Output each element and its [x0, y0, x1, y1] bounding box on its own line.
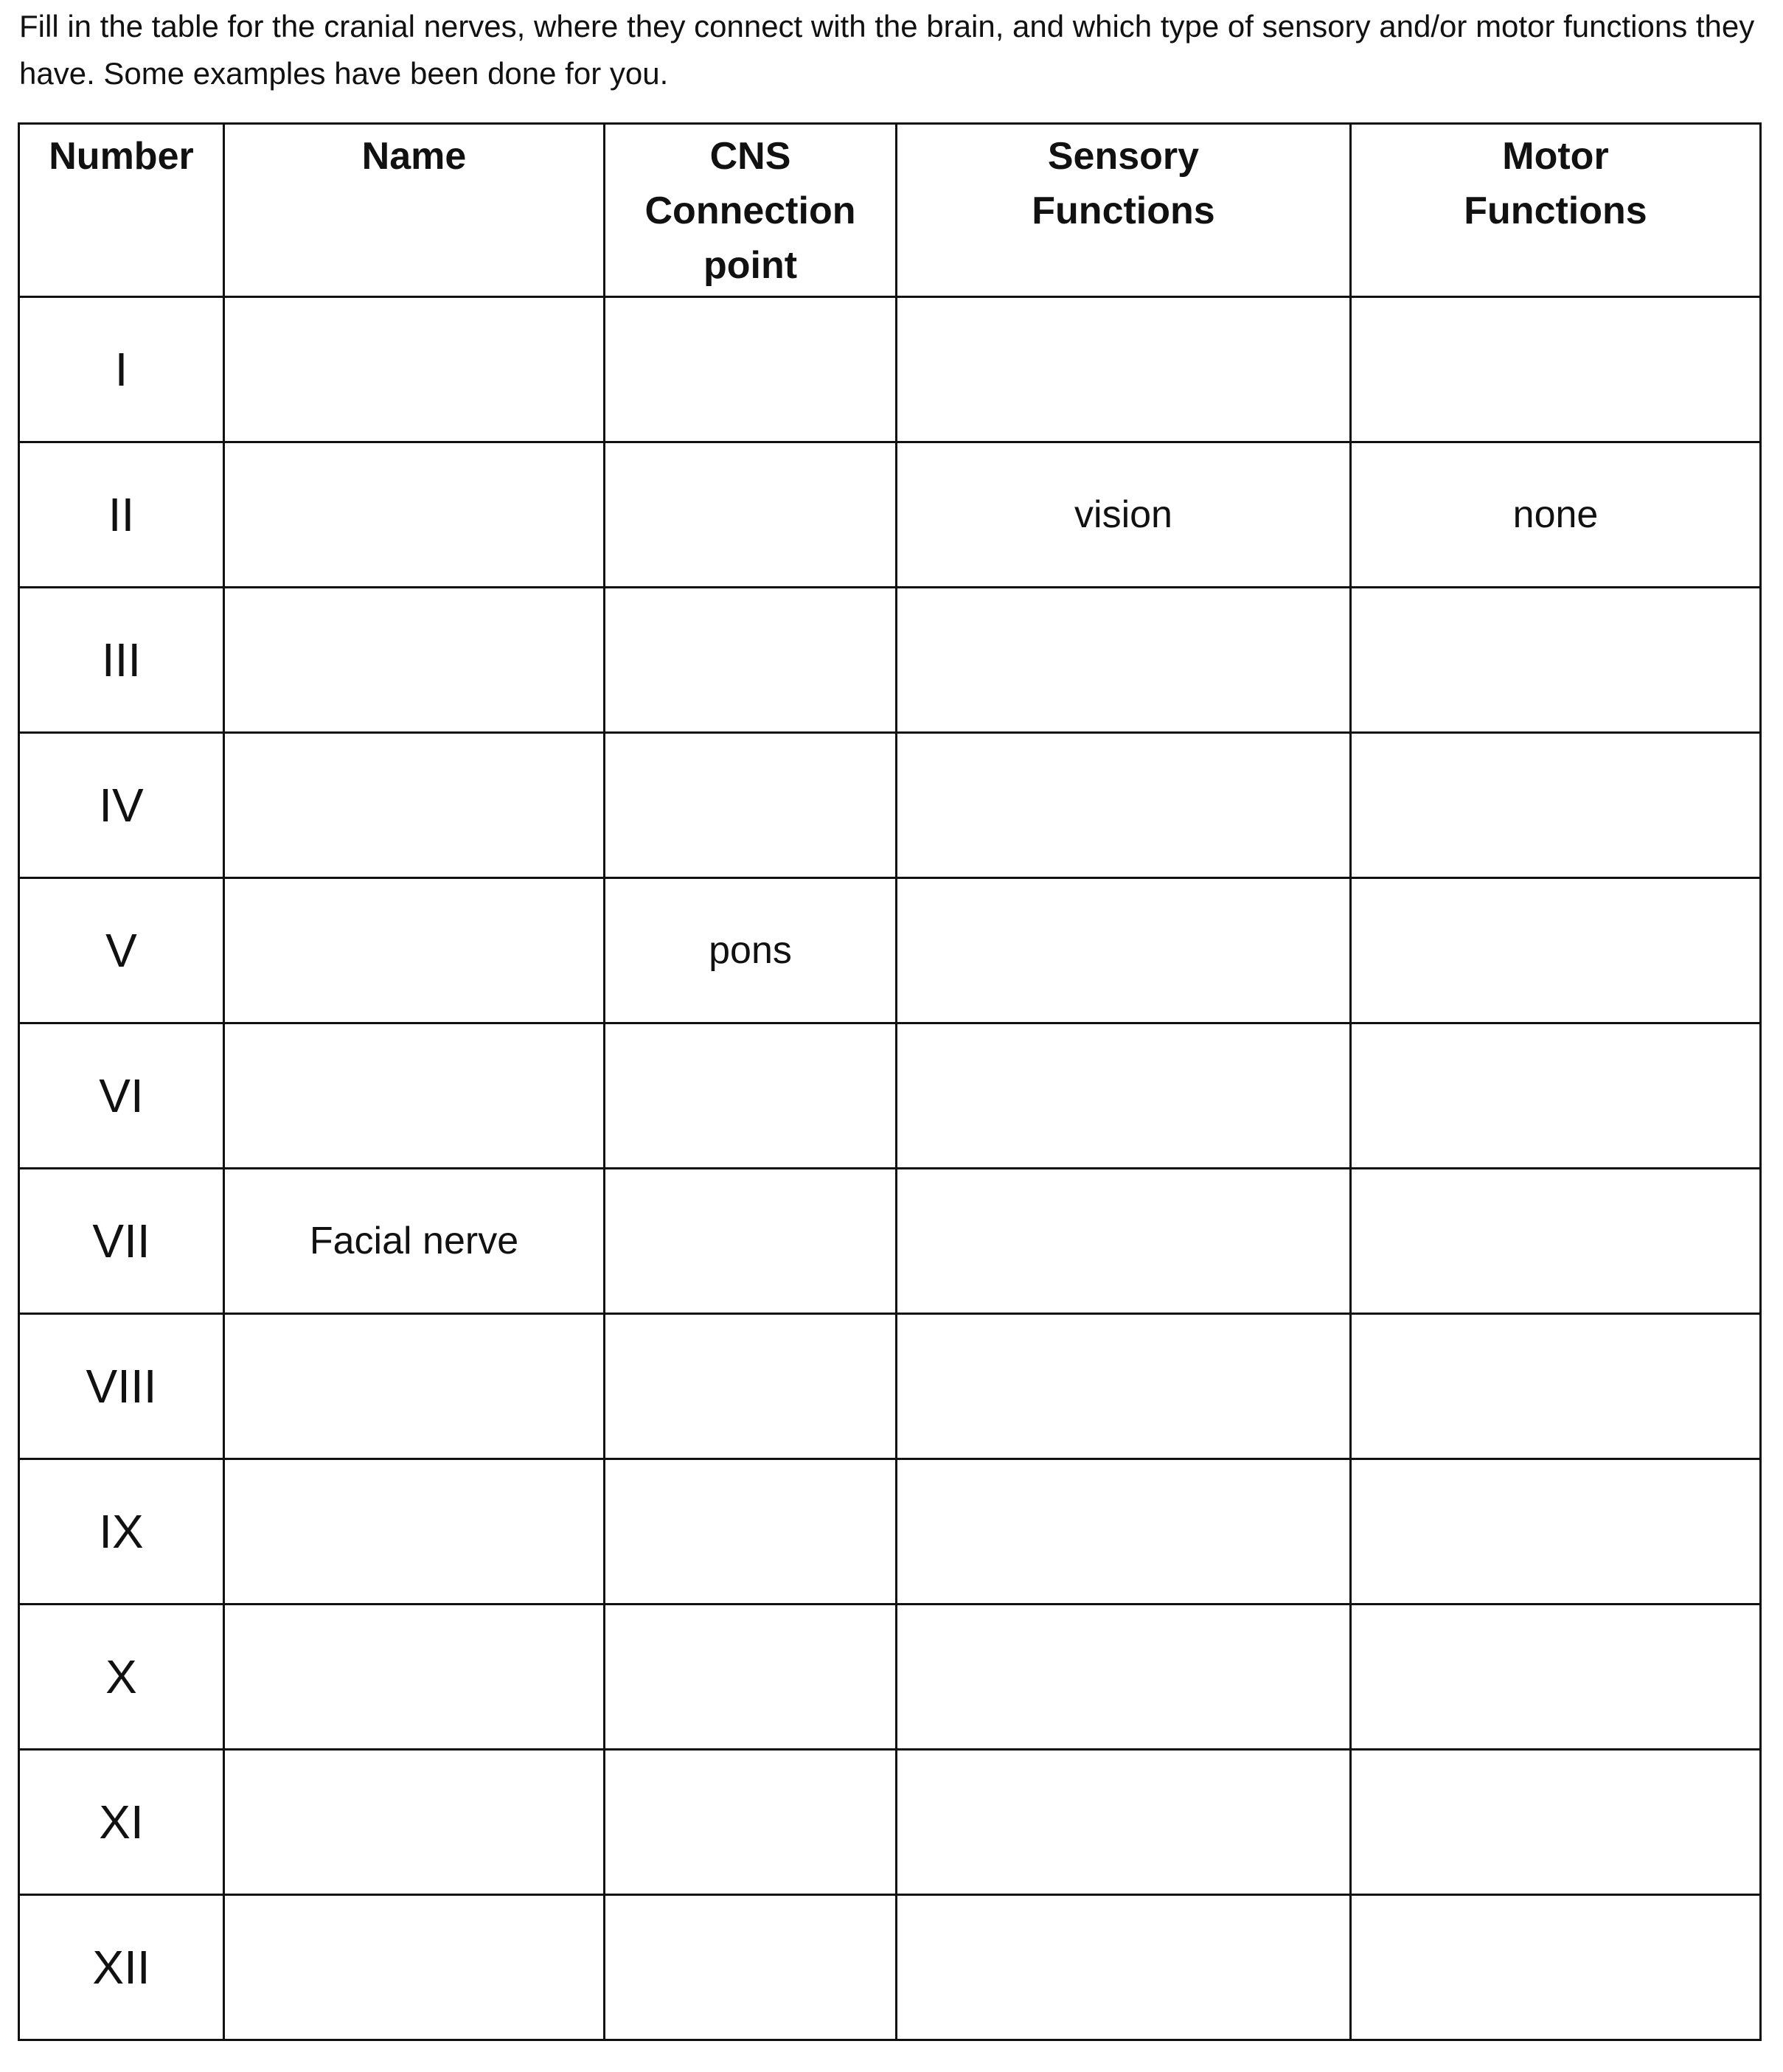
cell-number: VI: [19, 1023, 224, 1169]
header-sensory-functions: Sensory Functions: [897, 124, 1351, 297]
cell-number: XI: [19, 1750, 224, 1895]
cell-motor-functions: [1351, 1750, 1761, 1895]
cell-name: [224, 733, 605, 878]
cell-number: X: [19, 1605, 224, 1750]
cell-number: XII: [19, 1895, 224, 2040]
cell-number: V: [19, 878, 224, 1023]
table-row: [19, 588, 1761, 733]
cell-sensory-functions: [897, 1459, 1351, 1605]
cell-sensory-functions: [897, 878, 1351, 1023]
cell-cns-connection: [605, 1459, 897, 1605]
cell-cns-connection: [605, 588, 897, 733]
cell-motor-functions: [1351, 1314, 1761, 1459]
cell-motor-functions: [1351, 1023, 1761, 1169]
cell-number: VII: [19, 1169, 224, 1314]
cell-name: [224, 1605, 605, 1750]
header-name: Name: [224, 124, 605, 297]
cell-motor-functions: [1351, 1169, 1761, 1314]
header-row: [19, 124, 1761, 297]
cell-motor-functions: [1351, 1895, 1761, 2040]
cell-name: [224, 1314, 605, 1459]
cell-number: VIII: [19, 1314, 224, 1459]
cell-motor-functions: [1351, 1605, 1761, 1750]
cell-number: I: [19, 297, 224, 442]
cell-motor-functions: [1351, 878, 1761, 1023]
cell-sensory-functions: [897, 297, 1351, 442]
table-row: [19, 1314, 1761, 1459]
cell-sensory-functions: [897, 1169, 1351, 1314]
cell-name: [224, 1023, 605, 1169]
cell-sensory-functions: vision: [897, 442, 1351, 588]
table-row: [19, 297, 1761, 442]
cell-motor-functions: none: [1351, 442, 1761, 588]
cell-number: III: [19, 588, 224, 733]
cell-cns-connection: [605, 442, 897, 588]
cell-name: Facial nerve: [224, 1169, 605, 1314]
cell-number: IX: [19, 1459, 224, 1605]
table-row: [19, 442, 1761, 588]
table-row: [19, 1895, 1761, 2040]
table-row: [19, 1169, 1761, 1314]
cell-name: [224, 1750, 605, 1895]
cell-cns-connection: [605, 1895, 897, 2040]
cell-name: [224, 878, 605, 1023]
table-row: [19, 878, 1761, 1023]
cell-sensory-functions: [897, 1605, 1351, 1750]
cranial-nerves-table: [18, 122, 1762, 2041]
cell-cns-connection: [605, 1605, 897, 1750]
table-row: [19, 1459, 1761, 1605]
header-number: Number: [19, 124, 224, 297]
cell-name: [224, 442, 605, 588]
cell-name: [224, 588, 605, 733]
cell-motor-functions: [1351, 297, 1761, 442]
cell-cns-connection: [605, 733, 897, 878]
header-motor-functions: Motor Functions: [1351, 124, 1761, 297]
table-row: [19, 1023, 1761, 1169]
cell-motor-functions: [1351, 588, 1761, 733]
cell-name: [224, 297, 605, 442]
cell-motor-functions: [1351, 1459, 1761, 1605]
cell-sensory-functions: [897, 1314, 1351, 1459]
cell-sensory-functions: [897, 733, 1351, 878]
cell-cns-connection: [605, 297, 897, 442]
cell-sensory-functions: [897, 1750, 1351, 1895]
table-row: [19, 1605, 1761, 1750]
cell-cns-connection: [605, 1169, 897, 1314]
cell-sensory-functions: [897, 588, 1351, 733]
cell-motor-functions: [1351, 733, 1761, 878]
cell-name: [224, 1895, 605, 2040]
cell-cns-connection: pons: [605, 878, 897, 1023]
cell-sensory-functions: [897, 1023, 1351, 1169]
cell-cns-connection: [605, 1750, 897, 1895]
cell-name: [224, 1459, 605, 1605]
cell-cns-connection: [605, 1023, 897, 1169]
cell-sensory-functions: [897, 1895, 1351, 2040]
table-row: [19, 733, 1761, 878]
cell-cns-connection: [605, 1314, 897, 1459]
cell-number: II: [19, 442, 224, 588]
header-cns-connection: CNS Connection point: [605, 124, 897, 297]
cell-number: IV: [19, 733, 224, 878]
table-row: [19, 1750, 1761, 1895]
instructions-text: Fill in the table for the cranial nerves, where they connect with the brain, and which type of sensory and/or motor functions they have. Some examples have been done for you.: [19, 9, 1755, 91]
